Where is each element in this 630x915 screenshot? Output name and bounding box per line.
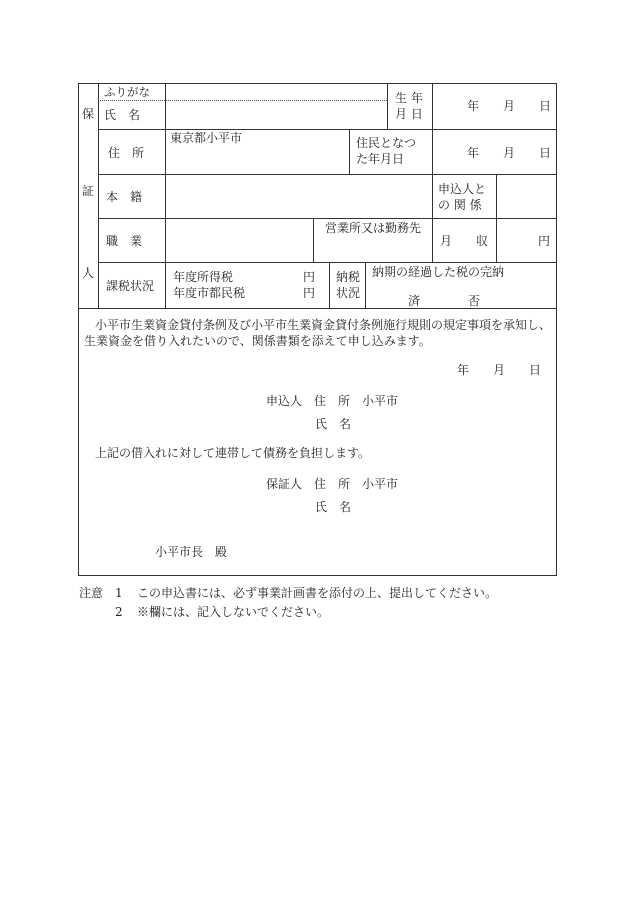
- furigana-label: ふりがな: [104, 85, 150, 99]
- income-unit: 円: [538, 234, 551, 248]
- tax-paid-label-2: 状況: [336, 286, 361, 300]
- residence-date-field[interactable]: 年 月 日: [467, 146, 552, 160]
- border-bottom: [78, 575, 557, 576]
- border-left: [78, 83, 79, 576]
- resident-tax-unit: 円: [303, 286, 316, 300]
- tax-status-label: 課税状況: [106, 279, 155, 293]
- joint-liability-text: 上記の借入れに対して連帯して債務を負担します。: [95, 446, 371, 460]
- workplace-label: 営業所又は勤務先: [325, 221, 422, 235]
- note-1-number: 1: [115, 586, 123, 600]
- note-2-number: 2: [115, 605, 123, 619]
- border-table-bottom: [78, 308, 557, 309]
- relation-field[interactable]: [497, 176, 555, 217]
- overdue-tax-label: 納期の経過した税の完納: [372, 265, 505, 279]
- resident-tax-label: 年度市都民税: [173, 286, 246, 300]
- birthdate-label-2: 月 日: [395, 107, 423, 121]
- application-date[interactable]: 年 月 日: [457, 363, 542, 377]
- name-label: 氏 名: [104, 108, 141, 122]
- residence-label-1: 住民となつ: [356, 136, 417, 150]
- address-field[interactable]: 東京都小平市: [170, 131, 243, 145]
- residence-label-2: た年月日: [356, 152, 405, 166]
- income-tax-label: 年度所得税: [173, 270, 234, 284]
- birthdate-field[interactable]: 年 月 日: [467, 99, 552, 113]
- address-label: 住 所: [108, 146, 145, 160]
- guarantor-address[interactable]: 保証人 住 所 小平市: [266, 477, 399, 491]
- occupation-field[interactable]: [166, 220, 312, 261]
- domicile-label: 本 籍: [106, 190, 143, 204]
- notes-title: 注意: [79, 586, 104, 600]
- side-label-ho: 保: [81, 107, 94, 121]
- name-field[interactable]: [166, 102, 386, 128]
- guarantor-name[interactable]: 氏 名: [315, 500, 352, 514]
- side-label-sho: 証: [81, 184, 94, 198]
- declaration-line-1: 小平市生業資金貸付条例及び小平市生業資金貸付条例施行規則の規定事項を承知し、: [95, 318, 552, 332]
- furigana-field[interactable]: [166, 84, 386, 99]
- income-tax-unit: 円: [303, 270, 316, 284]
- tax-paid-label-1: 納税: [336, 270, 361, 284]
- addressee: 小平市長 殿: [155, 545, 228, 559]
- applicant-address[interactable]: 申込人 住 所 小平市: [266, 394, 399, 408]
- overdue-tax-options[interactable]: 済 否: [408, 294, 481, 308]
- applicant-name[interactable]: 氏 名: [315, 417, 352, 431]
- side-label-nin: 人: [81, 266, 94, 280]
- birthdate-label-1: 生 年: [395, 91, 423, 105]
- relation-label-1: 申込人と: [438, 182, 487, 196]
- domicile-field[interactable]: [166, 176, 431, 217]
- income-label: 月 収: [440, 234, 489, 248]
- border-right: [556, 83, 557, 576]
- relation-label-2: の 関 係: [438, 198, 482, 212]
- note-1-text: この申込書には、必ず事業計画書を添付の上、提出してください。: [137, 586, 498, 600]
- declaration-line-2: 生業資金を借り入れたいので、関係書類を添えて申し込みます。: [84, 334, 431, 348]
- note-2-text: ※欄には、記入しないでください。: [137, 605, 330, 619]
- occupation-label: 職 業: [106, 234, 143, 248]
